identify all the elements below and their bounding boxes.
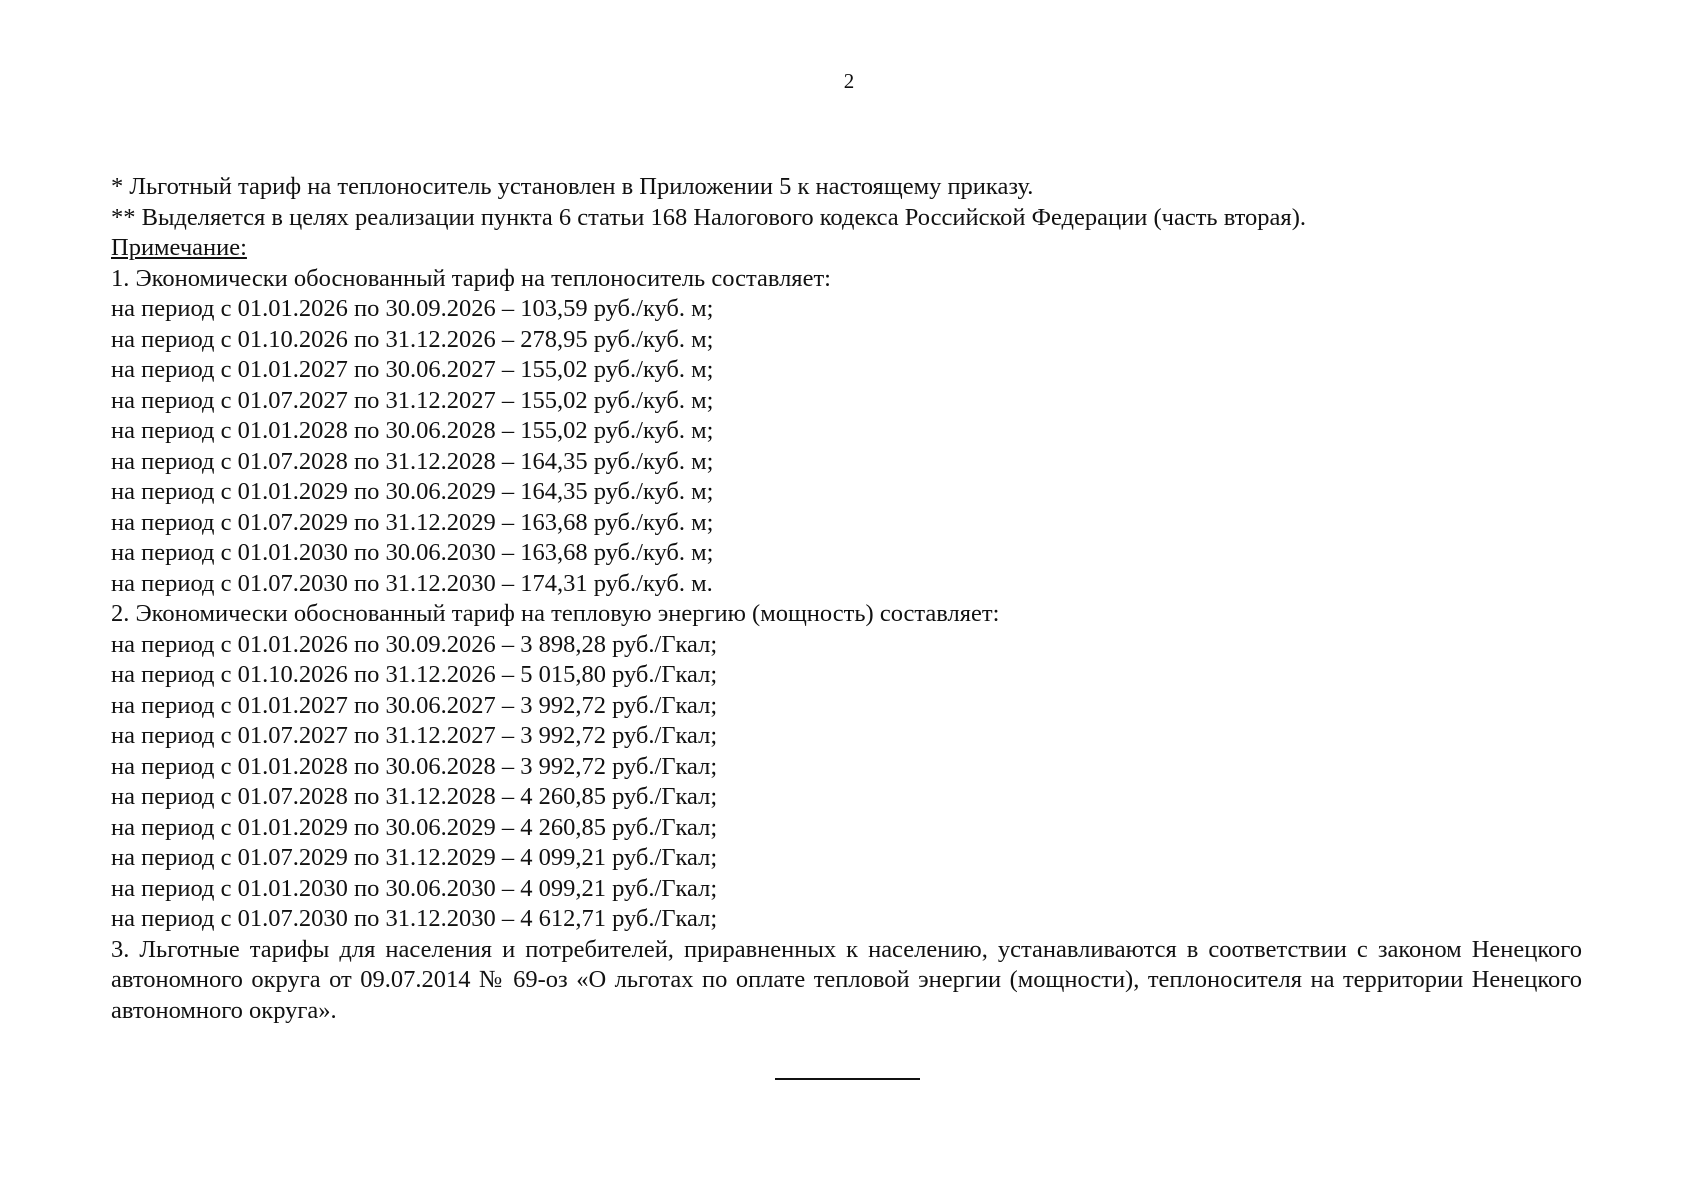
page-number: 2 <box>843 69 855 93</box>
coolant-tariff-line: на период с 01.01.2027 по 30.06.2027 – 155,02 руб./куб. м; <box>111 356 714 383</box>
section-3-paragraph: 3. Льготные тарифы для населения и потребителей, приравненных к населению, устанавливаются в соответствии с законом Ненецкого автономного округа от 09.07.2014 № 69-оз «О льготах по оплате тепловой энергии (мощности), теплоносителя на территории Ненецкого автономного округа». <box>111 935 1582 1024</box>
heat-tariff-line: на период с 01.07.2030 по 31.12.2030 – 4 612,71 руб./Гкал; <box>111 905 718 932</box>
heat-tariff-line: на период с 01.01.2028 по 30.06.2028 – 3 992,72 руб./Гкал; <box>111 752 718 780</box>
heat-tariff-line: на период с 01.10.2026 по 31.12.2026 – 5 015,80 руб./Гкал; <box>111 661 718 688</box>
coolant-tariff-line: на период с 01.07.2029 по 31.12.2029 – 163,68 руб./куб. м; <box>111 508 714 536</box>
footnote-2: ** Выделяется в целях реализации пункта 6 статьи 168 Налогового кодекса Российской Федерации (часть вторая). <box>111 203 1306 231</box>
end-of-document-rule <box>775 1078 920 1080</box>
coolant-tariff-line: на период с 01.01.2028 по 30.06.2028 – 155,02 руб./куб. м; <box>111 417 714 444</box>
heat-tariff-line: на период с 01.01.2027 по 30.06.2027 – 3 992,72 руб./Гкал; <box>111 691 718 719</box>
coolant-tariff-line: на период с 01.01.2026 по 30.09.2026 – 103,59 руб./куб. м; <box>111 295 714 322</box>
coolant-tariff-line: на период с 01.01.2030 по 30.06.2030 – 163,68 руб./куб. м; <box>111 539 714 566</box>
note-heading: Примечание: <box>111 234 247 261</box>
heat-tariff-line: на период с 01.07.2028 по 31.12.2028 – 4 260,85 руб./Гкал; <box>111 783 718 810</box>
heat-tariff-line: на период с 01.01.2026 по 30.09.2026 – 3 898,28 руб./Гкал; <box>111 630 718 658</box>
coolant-tariff-line: на период с 01.07.2027 по 31.12.2027 – 155,02 руб./куб. м; <box>111 386 714 414</box>
document-body <box>111 172 1582 1026</box>
coolant-tariff-line: на период с 01.07.2030 по 31.12.2030 – 174,31 руб./куб. м. <box>111 569 713 597</box>
coolant-tariff-line: на период с 01.10.2026 по 31.12.2026 – 278,95 руб./куб. м; <box>111 325 714 353</box>
heat-tariff-line: на период с 01.07.2029 по 31.12.2029 – 4 099,21 руб./Гкал; <box>111 844 718 871</box>
coolant-tariff-line: на период с 01.01.2029 по 30.06.2029 – 164,35 руб./куб. м; <box>111 478 714 505</box>
heat-tariff-line: на период с 01.01.2029 по 30.06.2029 – 4 260,85 руб./Гкал; <box>111 813 718 841</box>
footnote-1: * Льготный тариф на теплоноситель установлен в Приложении 5 к настоящему приказу. <box>111 173 1034 200</box>
coolant-tariff-line: на период с 01.07.2028 по 31.12.2028 – 164,35 руб./куб. м; <box>111 447 714 475</box>
section-1-heading: 1. Экономически обоснованный тариф на теплоноситель составляет: <box>111 264 831 292</box>
section-2-heading: 2. Экономически обоснованный тариф на тепловую энергию (мощность) составляет: <box>111 600 1000 627</box>
heat-tariff-line: на период с 01.01.2030 по 30.06.2030 – 4 099,21 руб./Гкал; <box>111 874 718 902</box>
heat-tariff-line: на период с 01.07.2027 по 31.12.2027 – 3 992,72 руб./Гкал; <box>111 722 718 749</box>
